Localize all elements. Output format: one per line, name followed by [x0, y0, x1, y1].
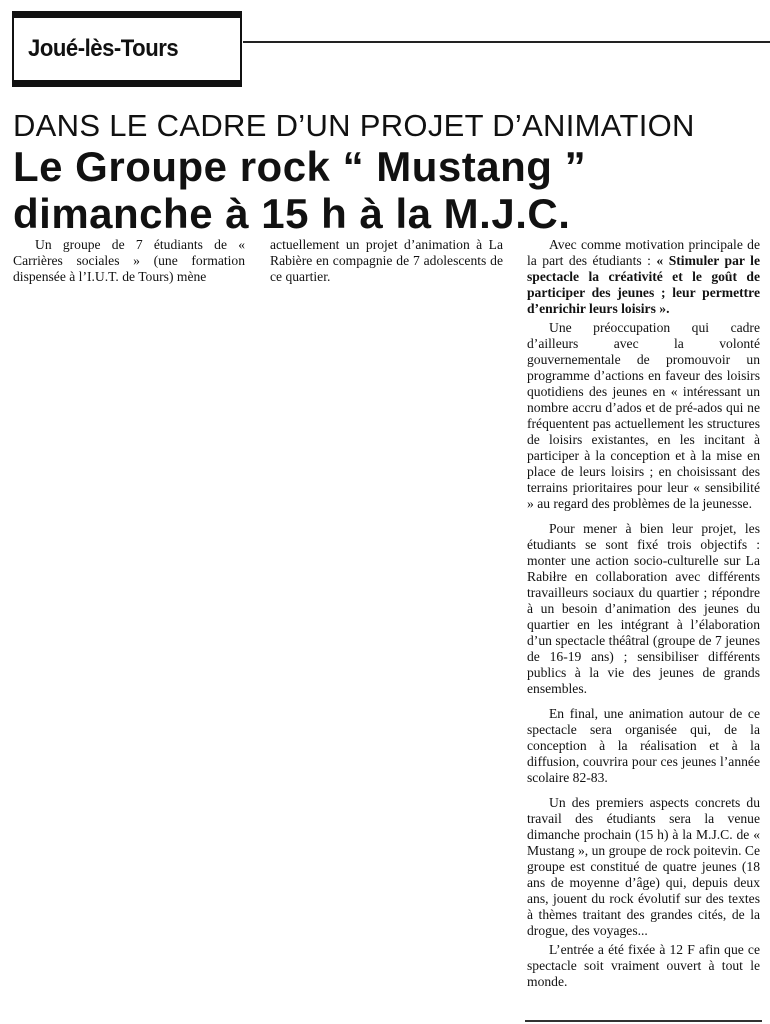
paragraph: Une préoccupation qui cadre d’ailleurs avec la volonté gouvernementale de promouvoir un programme d’actions en faveur des loisirs quotidiens des jeunes en « intéressant un nombre accru d’ados et de pré-ados qui ne fréquentent pas actuellement les structures de loisirs existantes, en les incitant à participer à la conception et à la mise en place de leurs loisirs ; en choisissant des terrains prioritaires pour leur « sensibilité » au regard des problèmes de la jeunesse. [527, 320, 760, 511]
paragraph: Un groupe de 7 étudiants de « Carrières sociales » (une formation dispensée à l’I.U.T. de Tours) mène [13, 237, 245, 284]
paragraph: actuellement un projet d’animation à La Rabière en compagnie de 7 adolescents de ce quartier. [270, 237, 503, 284]
bottom-rule-divider [525, 1020, 762, 1022]
article-column-1 [13, 237, 245, 285]
paragraph: Pour mener à bien leur projet, les étudiants se sont fixé trois objectifs : monter une action socio-culturelle sur La Rabiłre en collaboration avec différents travailleurs sociaux du quartier ; répondre à un besoin d’animation des jeunes du quartier en les intégrant à l’élaboration d’un spectacle théâtral (groupe de 7 jeunes de 16-19 ans) ; sensibiliser différents publics à la vie des jeunes de grands ensembles. [527, 521, 760, 696]
paragraph-motivation [527, 237, 760, 317]
headline-line-1: Le Groupe rock “ Mustang ” [13, 143, 587, 190]
motivation-intro: Avec comme motivation principale de la part des étudiants : [527, 237, 760, 268]
headline-line-2: dimanche à 15 h à la M.J.C. [13, 190, 571, 237]
paragraph: L’entrée a été fixée à 12 F afin que ce spectacle soit vraiment ouvert à tout le monde. [527, 942, 760, 989]
paragraph: Un des premiers aspects concrets du travail des étudiants sera la venue dimanche prochain (15 h) à la M.J.C. de « Mustang », un groupe de rock poitevin. Ce groupe est constitué de quatre jeunes (18 ans de moyenne d’âge) qui, depuis deux ans, jouent du rock évolutif sur des textes à thèmes traitant des grandes cités, de la drogue, des voyages... [527, 795, 760, 938]
article-headline [13, 143, 586, 237]
article-column-2 [270, 237, 503, 285]
section-kicker-box [12, 11, 242, 87]
paragraph: En final, une animation autour de ce spectacle sera organisée qui, de la conception à la réalisation et à la diffusion, couvrira pour ces jeunes l’année scolaire 82-83. [527, 706, 760, 785]
article-overline: DANS LE CADRE D’UN PROJET D’ANIMATION [13, 108, 695, 143]
motivation-quote: « Stimuler par le spectacle la créativité et le goût de participer des jeunes ; leur permettre d’enrichir leurs loisirs ». [527, 253, 760, 316]
article-column-3 [527, 237, 760, 990]
section-kicker: Joué-lès-Tours [28, 35, 179, 62]
kicker-rule-divider [243, 41, 770, 43]
